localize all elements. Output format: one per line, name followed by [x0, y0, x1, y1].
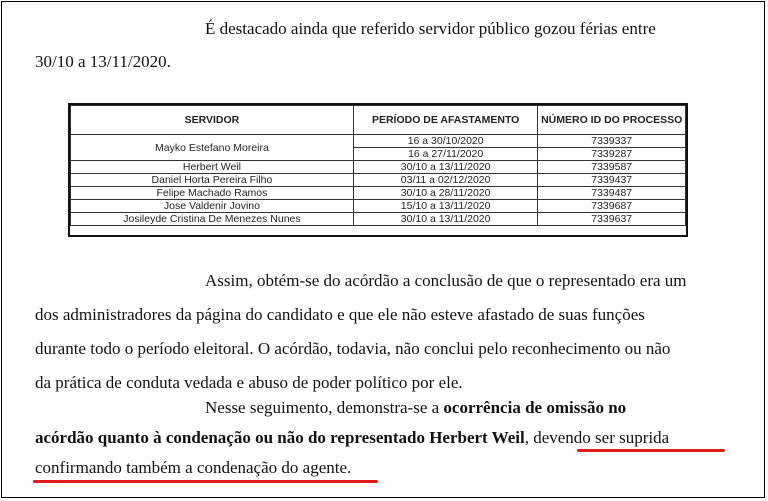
paragraph-1-line-1: É destacado ainda que referido servidor público gozou férias entre	[205, 19, 656, 38]
cell-periodo: 30/10 a 13/11/2020	[353, 161, 538, 174]
paragraph-3-line-1-bold: ocorrência de omissão no	[443, 398, 627, 417]
cell-numero: 7339637	[538, 213, 686, 226]
servidores-table	[68, 103, 688, 237]
table-row	[71, 187, 686, 200]
cell-numero: 7339487	[538, 187, 686, 200]
cell-numero: 7339687	[538, 200, 686, 213]
cell-servidor: Herbert Weil	[71, 161, 354, 174]
table-row	[71, 161, 686, 174]
table-header-row	[71, 106, 686, 135]
cell-periodo: 30/10 a 13/11/2020	[353, 213, 538, 226]
cell-servidor: Jose Valdenir Jovino	[71, 200, 354, 213]
paragraph-2-line-2: dos administradores da página do candidato e que ele não esteve afastado de suas funções	[35, 305, 645, 324]
paragraph-3-line-2-normal: , devendo ser suprida	[524, 428, 670, 447]
red-underline-suprida	[577, 449, 725, 452]
paragraph-1-line-2: 30/10 a 13/11/2020.	[35, 52, 171, 71]
paragraph-3-line-2	[35, 428, 669, 448]
cell-servidor: Daniel Horta Pereira Filho	[71, 174, 354, 187]
cell-numero: 7339337	[538, 135, 686, 148]
red-underline-agente	[33, 480, 378, 483]
paragraph-3-line-2-bold: acórdão quanto à condenação ou não do representado Herbert Weil	[35, 428, 525, 447]
table-row	[71, 174, 686, 187]
cell-periodo: 16 a 30/10/2020	[353, 135, 538, 148]
cell-numero: 7339587	[538, 161, 686, 174]
header-servidor: SERVIDOR	[71, 106, 354, 135]
paragraph-3-line-3: confirmando também a condenação do agente.	[35, 458, 352, 477]
paragraph-2-line-1: Assim, obtém-se do acórdão a conclusão de que o representado era um	[205, 271, 687, 290]
cell-periodo: 15/10 a 13/11/2020	[353, 200, 538, 213]
cell-numero: 7339437	[538, 174, 686, 187]
table-row	[71, 213, 686, 226]
table-row	[71, 200, 686, 213]
cell-servidor: Josileyde Cristina De Menezes Nunes	[71, 213, 354, 226]
cell-servidor: Mayko Estefano Moreira	[71, 135, 354, 161]
paragraph-2-line-4: da prática de conduta vedada e abuso de poder político por ele.	[35, 373, 463, 392]
cell-numero: 7339287	[538, 148, 686, 161]
paragraph-3-line-1	[205, 398, 626, 418]
paragraph-2-line-3: durante todo o período eleitoral. O acórdão, todavia, não conclui pelo reconhecimento ou não	[35, 339, 671, 358]
cell-periodo: 03/11 a 02/12/2020	[353, 174, 538, 187]
header-numero: NÚMERO ID DO PROCESSO	[538, 106, 686, 135]
paragraph-3-line-1-normal: Nesse seguimento, demonstra-se a	[205, 398, 440, 417]
cell-servidor: Felipe Machado Ramos	[71, 187, 354, 200]
cell-periodo: 16 a 27/11/2020	[353, 148, 538, 161]
cell-periodo: 30/10 a 28/11/2020	[353, 187, 538, 200]
table-row	[71, 135, 686, 148]
header-periodo: PERÍODO DE AFASTAMENTO	[353, 106, 538, 135]
